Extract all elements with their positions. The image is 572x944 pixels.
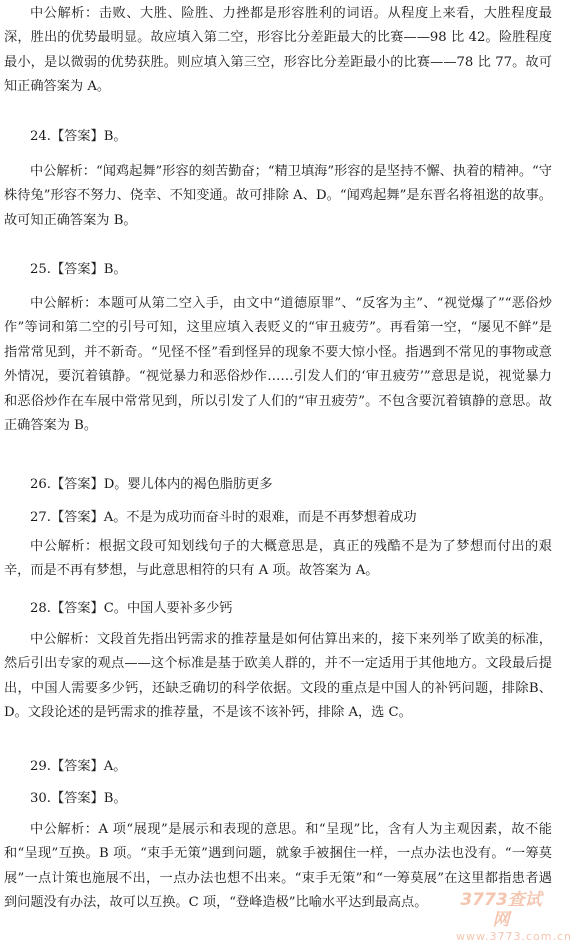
watermark-logo-text: 3773查试网 bbox=[460, 890, 542, 930]
answer-line-30: 30.【答案】B。 bbox=[30, 791, 127, 806]
analysis-paragraph-30: 中公解析：A 项“展现”是展示和表现的意思。和“呈现”比，含有人为主观因素，故不能和“呈现”互换。B 项。“束手无策”遇到问题，就象手被捆住一样，一点办法也没有。“一筹莫展”一点计策也施展不出，一点办法也想不出来。“束手无策”和“一筹莫展”在这里都指患者遇到问题没有办法，故可以互换。C 项，“登峰造极”比喻水平达到最高点。 bbox=[4, 822, 552, 911]
analysis-paragraph-24: 中公解析：“闻鸡起舞”形容的刻苦勤奋；“精卫填海”形容的是坚持不懈、执着的精神。“守株待兔”形容不努力、侥幸、不知变通。故可排除 A、D。“闻鸡起舞”是东晋名将祖逖的故事。故可知正确答案为 B。 bbox=[4, 164, 552, 228]
answer-line-24: 24.【答案】B。 bbox=[30, 129, 127, 144]
analysis-paragraph-23: 中公解析：击败、大胜、险胜、力挫都是形容胜利的词语。从程度上来看，大胜程度最深，胜出的优势最明显。故应填入第二空，形容比分差距最大的比赛——98 比 42。险胜程度最小，是以微弱的优势获胜。则应填入第三空，形容比分差距最小的比赛——78 比 77。故可知正确答案为 A。 bbox=[4, 6, 552, 95]
answer-line-26: 26.【答案】D。婴儿体内的褐色脂肪更多 bbox=[30, 477, 273, 492]
site-watermark bbox=[456, 890, 572, 943]
analysis-paragraph-28: 中公解析：文段首先指出钙需求的推荐量是如何估算出来的，接下来列举了欧美的标准，然后引出专家的观点——这个标准是基于欧美人群的，并不一定适用于其他地方。文段最后提出，中国人需要多少钙，还缺乏确切的科学依据。文段的重点是中国人的补钙问题，排除B、D。文段论述的是钙需求的推荐量，不是该不该补钙，排除 A，选 C。 bbox=[4, 632, 552, 721]
analysis-paragraph-25: 中公解析：本题可从第二空入手，由文中“道德原罪”、“反客为主”、“视觉爆了”“恶俗炒作”等词和第二空的引号可知，这里应填入表贬义的“审丑疲劳”。再看第一空，“屡见不鲜”是指常常见到，并不新奇。“见怪不怪”看到怪异的现象不要大惊小怪。指遇到不常见的事物或意外情况，要沉着镇静。“视觉暴力和恶俗炒作……引发人们的‘审丑疲劳’”意思是说，视觉暴力和恶俗炒作在车展中常常见到，所以引发了人们的“审丑疲劳”。不包含要沉着镇静的意思。故正确答案为 B。 bbox=[4, 296, 552, 434]
answer-line-28: 28.【答案】C。中国人要补多少钙 bbox=[30, 601, 233, 616]
answer-line-27: 27.【答案】A。不是为成功而奋斗时的艰难，而是不再梦想着成功 bbox=[30, 510, 417, 525]
watermark-url: www.3773.com.cn bbox=[456, 930, 572, 943]
answer-line-25: 25.【答案】B。 bbox=[30, 262, 127, 277]
analysis-paragraph-27: 中公解析：根据文段可知划线句子的大概意思是，真正的残酷不是为了梦想而付出的艰辛，而是不再有梦想，与此意思相符的只有 A 项。故答案为 A。 bbox=[4, 539, 552, 579]
answer-line-29: 29.【答案】A。 bbox=[30, 759, 127, 774]
